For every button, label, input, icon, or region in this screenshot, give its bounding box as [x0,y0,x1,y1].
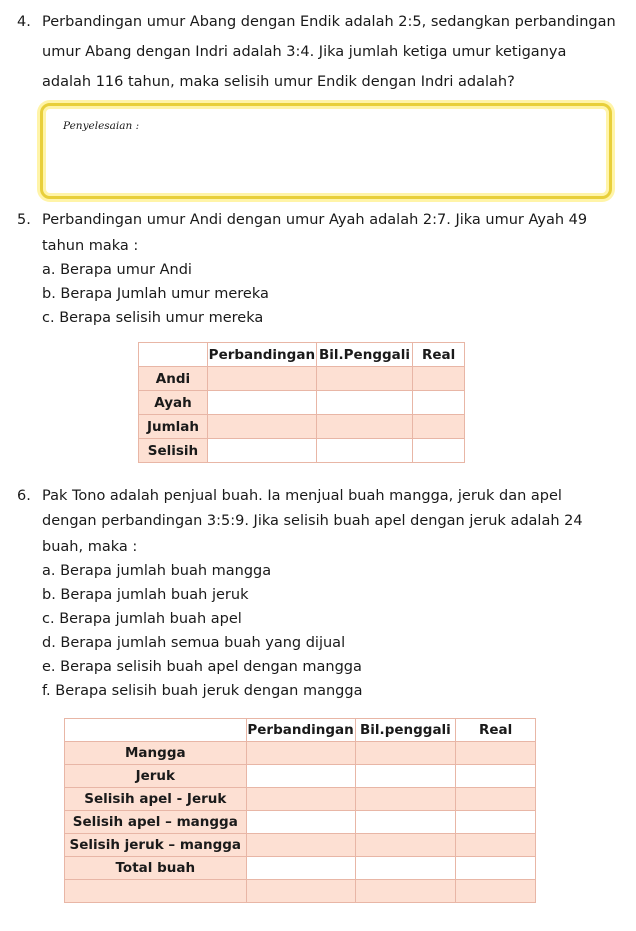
question-6-item-f: f. Berapa selisih buah jeruk dengan mangga [42,683,363,699]
table-cell[interactable] [355,880,456,903]
answer-box[interactable] [40,103,612,199]
table-row [139,367,465,391]
question-6-item-e: e. Berapa selisih buah apel dengan mangga [42,659,362,675]
row-label: Jumlah [139,415,208,439]
row-label: Mangga [65,742,247,765]
question-5-item-a: a. Berapa umur Andi [42,262,192,278]
table-row [65,834,536,857]
question-6-number: 6. [17,488,31,504]
row-label: Selisih apel - Jeruk [65,788,247,811]
table-header-bil-penggali: Bil.Penggali [316,343,412,367]
table-cell[interactable] [246,742,355,765]
table-cell[interactable] [355,788,456,811]
question-5-item-b: b. Berapa Jumlah umur mereka [42,286,269,302]
table-cell[interactable] [246,811,355,834]
table-cell[interactable] [207,415,316,439]
table-cell[interactable] [456,765,536,788]
question-4-line-3: adalah 116 tahun, maka selisih umur Endik dengan Indri adalah? [42,74,515,90]
table-row [139,391,465,415]
table-cell[interactable] [246,880,355,903]
table-header-empty [65,719,247,742]
table-cell[interactable] [316,391,412,415]
table-cell[interactable] [355,742,456,765]
row-label: Selisih jeruk – mangga [65,834,247,857]
table-cell[interactable] [316,367,412,391]
table-row [65,742,536,765]
table-cell[interactable] [207,439,316,463]
table-cell[interactable] [316,439,412,463]
table-header-row [65,719,536,742]
table-header-bil-penggali: Bil.penggali [355,719,456,742]
table-cell[interactable] [246,857,355,880]
table-cell[interactable] [207,367,316,391]
question-5-line-2: tahun maka : [42,238,139,254]
question-5-item-c: c. Berapa selisih umur mereka [42,310,264,326]
table-cell[interactable] [413,439,465,463]
row-label [65,880,247,903]
table-cell[interactable] [456,857,536,880]
table-row [65,811,536,834]
question-5-number: 5. [17,212,31,228]
question-6-item-b: b. Berapa jumlah buah jeruk [42,587,249,603]
table-question-5 [138,342,465,463]
table-cell[interactable] [246,788,355,811]
table-header-real: Real [413,343,465,367]
table-cell[interactable] [456,880,536,903]
question-5-line-1: Perbandingan umur Andi dengan umur Ayah adalah 2:7. Jika umur Ayah 49 [42,212,588,228]
table-header-row [139,343,465,367]
table-cell[interactable] [413,391,465,415]
table-header-empty [139,343,208,367]
table-row [65,857,536,880]
table-cell[interactable] [413,367,465,391]
table-cell[interactable] [355,834,456,857]
table-cell[interactable] [456,742,536,765]
table-header-real: Real [456,719,536,742]
question-6-line-1: Pak Tono adalah penjual buah. Ia menjual buah mangga, jeruk dan apel [42,488,562,504]
question-4-line-1: Perbandingan umur Abang dengan Endik adalah 2:5, sedangkan perbandingan [42,14,616,30]
table-cell[interactable] [246,765,355,788]
row-label: Andi [139,367,208,391]
question-6-item-d: d. Berapa jumlah semua buah yang dijual [42,635,346,651]
row-label: Ayah [139,391,208,415]
table-row [139,415,465,439]
table-row [139,439,465,463]
table-header-perbandingan: Perbandingan [207,343,316,367]
table-cell[interactable] [207,391,316,415]
question-4-number: 4. [17,14,31,30]
row-label: Selisih apel – mangga [65,811,247,834]
table-cell[interactable] [355,811,456,834]
table-cell[interactable] [355,857,456,880]
table-cell[interactable] [456,811,536,834]
answer-label: Penyelesaian : [63,120,140,132]
table-header-perbandingan: Perbandingan [246,719,355,742]
table-cell[interactable] [316,415,412,439]
question-6-item-c: c. Berapa jumlah buah apel [42,611,242,627]
question-6-line-2: dengan perbandingan 3:5:9. Jika selisih buah apel dengan jeruk adalah 24 [42,513,583,529]
row-label: Total buah [65,857,247,880]
row-label: Jeruk [65,765,247,788]
table-cell[interactable] [456,788,536,811]
table-row [65,788,536,811]
table-row [65,880,536,903]
table-question-6 [64,718,536,903]
table-cell[interactable] [413,415,465,439]
table-cell[interactable] [355,765,456,788]
question-6-item-a: a. Berapa jumlah buah mangga [42,563,272,579]
question-6-line-3: buah, maka : [42,539,138,555]
question-4-line-2: umur Abang dengan Indri adalah 3:4. Jika jumlah ketiga umur ketiganya [42,44,567,60]
table-cell[interactable] [456,834,536,857]
row-label: Selisih [139,439,208,463]
table-row [65,765,536,788]
table-cell[interactable] [246,834,355,857]
